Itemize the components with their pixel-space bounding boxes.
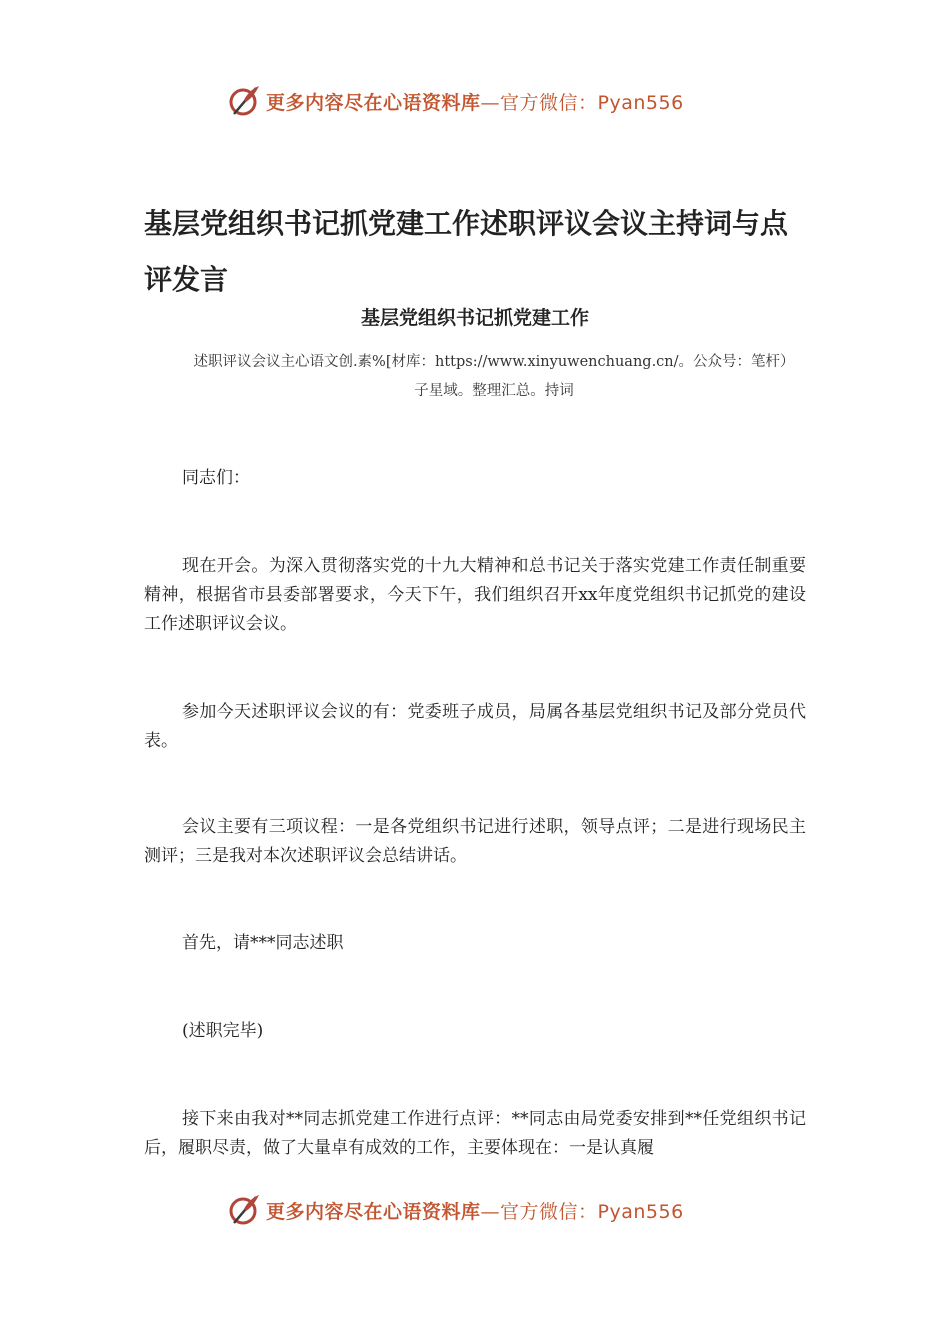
quill-logo-icon [228,1193,262,1227]
banner-wechat-id: Pyan556 [597,1200,684,1223]
banner-text [266,1197,684,1224]
paragraph: 接下来由我对**同志抓党建工作进行点评：**同志由局党委安排到**任党组织书记后，履职尽责，做了大量卓有成效的工作，主要体现在：一是认真履 [144,1109,806,1158]
banner-wechat-label: —官方微信： [480,91,598,114]
paragraph: (述职完毕) [182,1021,264,1041]
paragraph: 参加今天述职评议会议的有：党委班子成员，局属各基层党组织书记及部分党员代表。 [144,702,806,751]
banner-main-text: 更多内容尽在心语资料库 [266,1200,481,1223]
header-watermark-banner [228,84,728,118]
banner-wechat-label: —官方微信： [480,1200,598,1223]
banner-wechat-id: Pyan556 [597,91,684,114]
source-line: 述职评议会议主心语文创.素%[材库：https://www.xinyuwenchuang.cn/。公众号：笔杆）子星域。整理汇总。持词 [193,354,795,399]
quill-logo-icon [228,84,262,118]
document-subtitle: 基层党组织书记抓党建工作 [360,307,589,329]
document-title: 基层党组织书记抓党建工作述职评议会议主持词与点评发言 [144,207,789,296]
footer-watermark-banner [228,1193,728,1227]
paragraph: 首先，请***同志述职 [182,933,344,953]
banner-text [266,88,684,115]
paragraph: 会议主要有三项议程：一是各党组织书记进行述职，领导点评；二是进行现场民主测评；三是我对本次述职评议会总结讲话。 [144,817,806,866]
banner-main-text: 更多内容尽在心语资料库 [266,91,481,114]
paragraph: 同志们： [182,468,250,488]
paragraph: 现在开会。为深入贯彻落实党的十九大精神和总书记关于落实党建工作责任制重要精神，根据省市县委部署要求，今天下午，我们组织召开xx年度党组织书记抓党的建设工作述职评议会议。 [144,556,806,634]
